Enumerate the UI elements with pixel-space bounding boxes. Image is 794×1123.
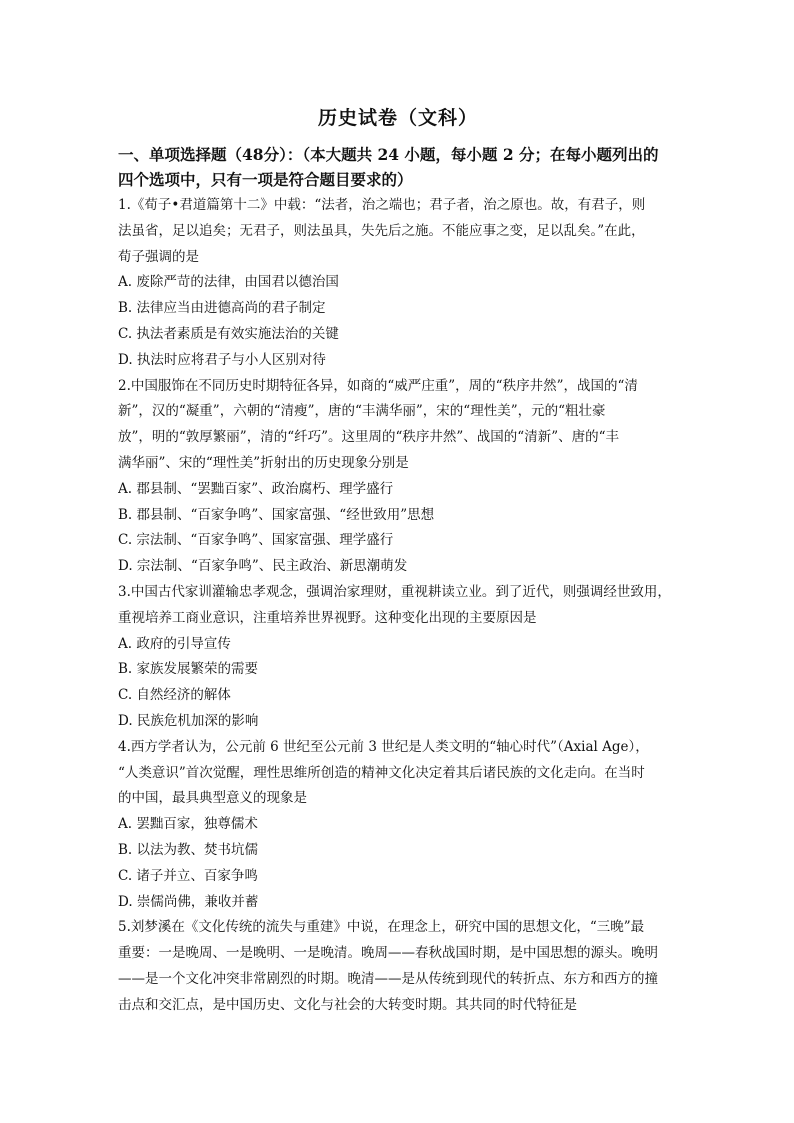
question-stem-line: 5.刘梦溪在《文化传统的流失与重建》中说，在理念上，研究中国的思想文化，“三晚”最 bbox=[118, 919, 645, 936]
section-header-line: 一、单项选择题（48分）：（本大题共 24 小题，每小题 2 分；在每小题列出的 bbox=[118, 145, 659, 164]
option-d: D. 执法时应将君子与小人区别对待 bbox=[118, 351, 326, 368]
question-stem-line: ——是一个文化冲突非常剧烈的时期。晚清——是从传统到现代的转折点、东方和西方的撞 bbox=[118, 970, 658, 987]
section-header-line: 四个选项中，只有一项是符合题目要求的） bbox=[118, 170, 413, 189]
option-d: D. 民族危机加深的影响 bbox=[118, 712, 259, 729]
question-stem-line: 满华丽”、宋的“理性美”折射出的历史现象分别是 bbox=[118, 454, 409, 471]
question-2 bbox=[118, 374, 678, 580]
question-3 bbox=[118, 580, 678, 735]
option-a: A. 废除严苛的法律，由国君以德治国 bbox=[118, 274, 339, 291]
option-c: C. 执法者素质是有效实施法治的关键 bbox=[118, 325, 339, 342]
option-a: A. 罢黜百家，独尊儒术 bbox=[118, 816, 258, 833]
question-stem-line: 荀子强调的是 bbox=[118, 248, 199, 265]
section-header bbox=[118, 142, 678, 192]
option-b: B. 以法为教、焚书坑儒 bbox=[118, 841, 259, 858]
option-d: D. 宗法制、“百家争鸣”、民主政治、新思潮萌发 bbox=[118, 558, 408, 575]
question-stem-line: “人类意识”首次觉醒，理性思维所创造的精神文化决定着其后诸民族的文化走向。在当时 bbox=[118, 764, 645, 781]
option-b: B. 郡县制、“百家争鸣”、国家富强、“经世致用”思想 bbox=[118, 506, 435, 523]
option-a: A. 政府的引导宣传 bbox=[118, 635, 231, 652]
option-d: D. 崇儒尚佛，兼收并蓄 bbox=[118, 893, 259, 910]
question-stem-line: 1.《荀子•君道篇第十二》中载：“法者，治之端也；君子者，治之原也。故，有君子，则 bbox=[118, 197, 646, 213]
question-stem-line: 的中国，最具典型意义的现象是 bbox=[118, 790, 307, 807]
question-1 bbox=[118, 193, 678, 374]
option-c: C. 诸子并立、百家争鸣 bbox=[118, 867, 258, 884]
question-stem-line: 2.中国服饰在不同历史时期特征各异，如商的“威严庄重”，周的“秩序井然”，战国的“清 bbox=[118, 377, 638, 394]
option-c: C. 宗法制、“百家争鸣”、国家富强、理学盛行 bbox=[118, 532, 394, 549]
question-stem-line: 法虽省，足以追矣；无君子，则法虽具，失先后之施。不能应事之变，足以乱矣。”在此， bbox=[118, 222, 645, 239]
question-stem-line: 重要：一是晚周、一是晚明、一是晚清。晚周——春秋战国时期，是中国思想的源头。晚明 bbox=[118, 945, 658, 962]
option-c: C. 自然经济的解体 bbox=[118, 687, 231, 704]
question-stem-line: 新”，汉的“凝重”，六朝的“清瘦”，唐的“丰满华丽”，宋的“理性美”，元的“粗壮豪 bbox=[118, 403, 606, 420]
question-stem-line: 3.中国古代家训灌输忠孝观念，强调治家理财，重视耕读立业。到了近代，则强调经世致用， bbox=[118, 583, 671, 600]
question-stem-line: 击点和交汇点，是中国历史、文化与社会的大转变时期。其共同的时代特征是 bbox=[118, 996, 577, 1013]
question-list bbox=[118, 193, 678, 1019]
question-stem-line: 放”，明的“敦厚繁丽”，清的“纤巧”。这里周的“秩序井然”、战国的“清新”、唐的“丰 bbox=[118, 429, 620, 446]
option-b: B. 家族发展繁荣的需要 bbox=[118, 661, 259, 678]
question-stem-line: 重视培养工商业意识，注重培养世界视野。这种变化出现的主要原因是 bbox=[118, 609, 537, 626]
option-b: B. 法律应当由进德高尚的君子制定 bbox=[118, 300, 326, 317]
question-5 bbox=[118, 915, 678, 1018]
question-4 bbox=[118, 735, 678, 916]
page-title: 历史试卷（文科） bbox=[317, 107, 478, 129]
option-a: A. 郡县制、“罢黜百家”、政治腐朽、理学盛行 bbox=[118, 480, 394, 497]
question-stem-line: 4.西方学者认为，公元前 6 世纪至公元前 3 世纪是人类文明的“轴心时代”（Axial Age）， bbox=[118, 738, 649, 755]
